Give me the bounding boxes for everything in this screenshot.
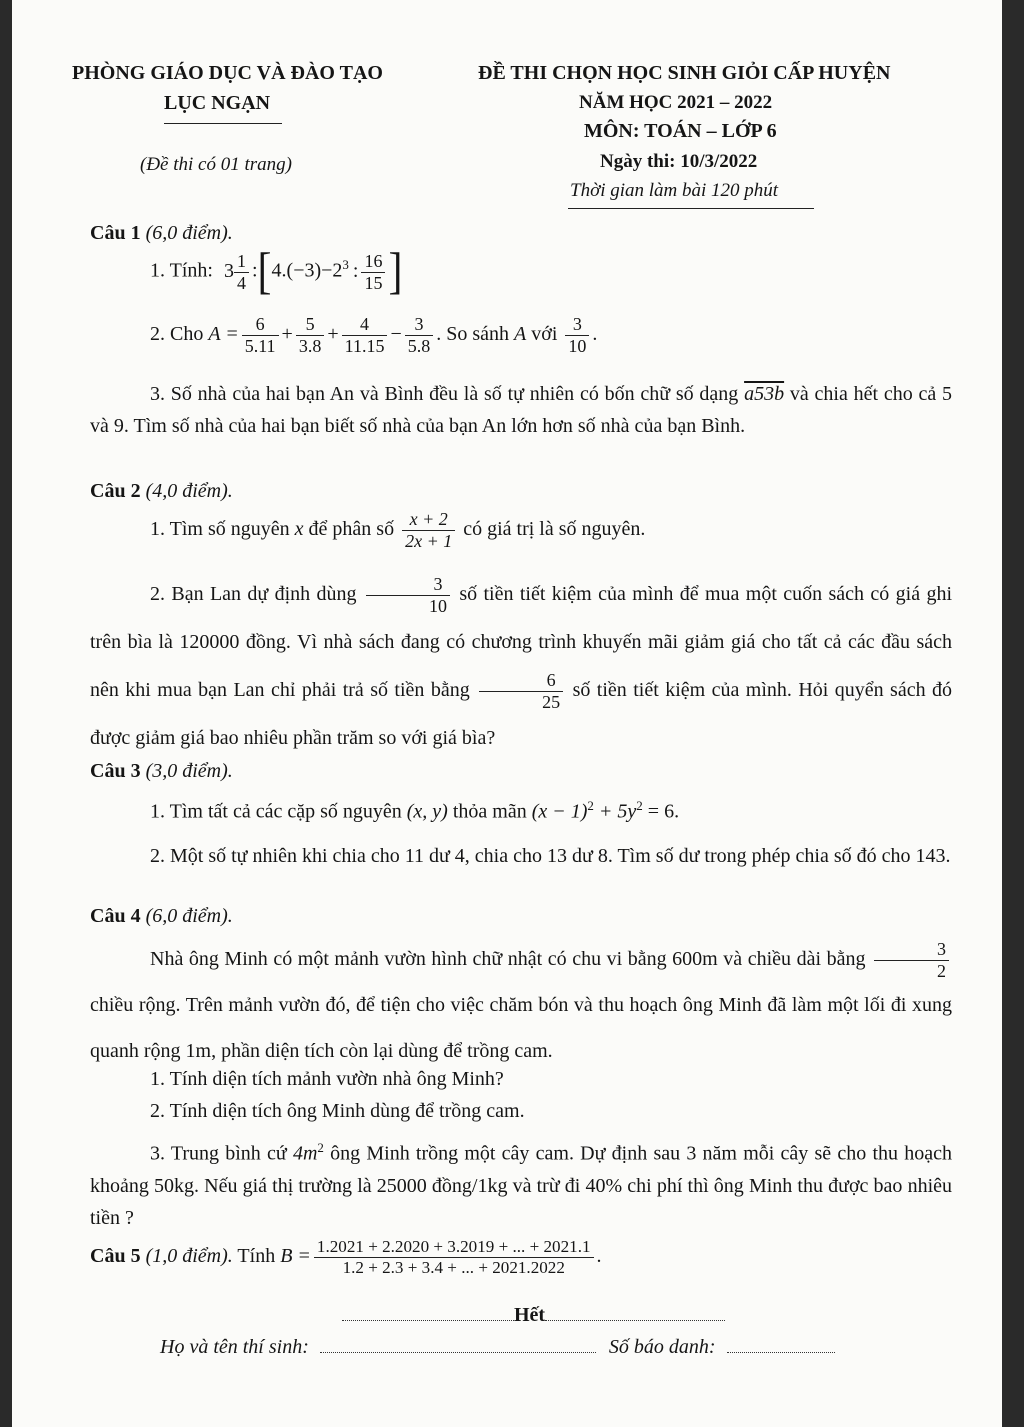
q2-part1: [150, 510, 645, 551]
q3-p1-mid: thỏa mãn: [452, 800, 527, 823]
exam-title: ĐỀ THI CHỌN HỌC SINH GIỎI CẤP HUYỆN: [478, 62, 891, 84]
candidate-name-label: Họ và tên thí sinh:: [160, 1336, 309, 1358]
q1-part1: [150, 244, 403, 300]
q4-heading: [90, 905, 233, 928]
q4-part1: 1. Tính diện tích mảnh vườn nhà ông Minh?: [150, 1068, 504, 1090]
q3-p1-exp2: 2: [636, 798, 643, 813]
q2-p1-var: x: [294, 517, 304, 540]
q4-p3-end: ông Minh trồng một cây cam. Dự định sau 3 năm mỗi cây sẽ cho thu hoạch khoảng 50kg. Nếu giá thị trường là 25000 đồng/1kg và trừ đi 40% chi phí thì ông Minh thu được bao nhiêu tiền ?: [90, 1142, 952, 1229]
exam-paper: [12, 0, 1002, 1427]
q3-p1-eq-b: + 5y: [593, 800, 637, 823]
q3-p1-eq-c: = 6: [642, 800, 675, 823]
q2-p1-end: có giá trị là số nguyên.: [463, 517, 646, 540]
q1-p2-frac2: $\frac{5}{3.8}$: [296, 315, 325, 356]
exam-date: Ngày thi: 10/3/2022: [600, 151, 758, 172]
q1-title: Câu 1: [90, 222, 141, 244]
school-year: NĂM HỌC 2021 – 2022: [579, 92, 773, 113]
q3-p1-end: .: [674, 800, 680, 823]
department-name: PHÒNG GIÁO DỤC VÀ ĐÀO TẠO: [72, 62, 383, 84]
time-allowed: Thời gian làm bài 120 phút: [570, 180, 779, 201]
q2-p1-start: 1. Tìm số nguyên: [150, 517, 290, 540]
candidate-info: [160, 1336, 835, 1359]
candidate-id-label: Số báo danh:: [608, 1336, 716, 1358]
q2-p1-frac: $\frac{x + 2}{2x + 1}$: [402, 510, 455, 551]
q5-end: .: [596, 1245, 602, 1268]
q1-p1-mixed-frac: $\frac{1}{4}$: [234, 252, 249, 293]
q1-p2-frac4: $\frac{3}{5.8}$: [405, 315, 434, 356]
q2-p2-frac2: $\frac{6}{25}$: [479, 671, 563, 712]
q4-intro-end: chiều rộng. Trên mảnh vườn đó, để tiện cho việc chăm bón và thu hoạch ông Minh đã làm một lối đi xung quanh rộng 1m, phần diện tích còn lại dùng để trồng cam.: [90, 994, 952, 1062]
q5-label: Tính: [237, 1245, 276, 1268]
q4-intro-start: Nhà ông Minh có một mảnh vườn hình chữ nhật có chu vi bằng 600m và chiều dài bằng: [150, 948, 866, 970]
subject: MÔN: TOÁN – LỚP 6: [584, 120, 777, 142]
candidate-name-blank: [320, 1346, 596, 1353]
q1-p1-frac: $\frac{16}{15}$: [361, 252, 385, 293]
q1-part3: [90, 378, 952, 442]
q5-numerator: 1.2021 + 2.2020 + 3.2019 + ... + 2021.1: [314, 1238, 594, 1258]
q1-p2-label: 2. Cho: [150, 322, 204, 345]
q2-p2-start: 2. Bạn Lan dự định dùng: [150, 583, 357, 605]
q3-title: Câu 3: [90, 760, 141, 782]
q1-heading: [90, 222, 233, 245]
q1-p2-frac1: $\frac{6}{5.11}$: [242, 315, 279, 356]
end-dots-right: [545, 1314, 725, 1321]
time-underline: [568, 208, 814, 209]
q1-p1-inner: 4.(−3)−2: [271, 259, 343, 282]
end-dots-left: [342, 1314, 514, 1321]
q2-part2: [90, 570, 952, 762]
page-count-note: (Đề thi có 01 trang): [140, 154, 292, 175]
q4-p3-exp: 2: [317, 1140, 324, 1155]
q1-p3-number-pattern: a53b: [744, 383, 785, 405]
q1-part2: 2. Cho A = $\frac{6}{5.11}$ + $\frac{5}{3.8}$ + $\frac{4}{11.15}$ − $\frac{3}{5.8}$ . So sánh A với $\frac{3}{10}$ .: [150, 314, 598, 356]
q3-part2: 2. Một số tự nhiên khi chia cho 11 dư 4, chia cho 13 dư 8. Tìm số dư trong phép chia số đó cho 143.: [150, 845, 951, 867]
district-name: LỤC NGẠN: [164, 92, 271, 114]
end-mark: Hết: [514, 1304, 546, 1326]
q5-title: Câu 5: [90, 1245, 141, 1268]
q3-p1-start: 1. Tìm tất cả các cặp số nguyên: [150, 800, 402, 823]
q1-p1-colon2: :: [352, 259, 359, 282]
q1-p1-label: 1. Tính:: [150, 259, 213, 282]
q1-p1-exp: 3: [342, 256, 349, 272]
q5-lhs: B =: [280, 1245, 311, 1268]
q3-p1-pair: (x, y): [406, 800, 448, 823]
q1-p2-frac3: $\frac{4}{11.15}$: [342, 315, 388, 356]
q4-intro-frac: $\frac{3}{2}$: [874, 940, 949, 981]
q2-p2-mid: số tiền tiết kiệm của mình để mua một cuốn sách có giá ghi trên bìa là 120000 đồng. Vì nhà sách đang có chương trình khuyến mãi giảm giá cho tất cả các đầu sách nên khi mua bạn Lan chỉ phải trả số tiền bằng: [90, 583, 952, 701]
q4-intro: [90, 936, 952, 1074]
q1-p1-bracket-left: [: [257, 244, 272, 300]
q5-fraction: [314, 1238, 594, 1277]
q3-heading: [90, 760, 233, 783]
q3-p1-eq-a: (x − 1): [531, 800, 588, 823]
q1-p3-start: 3. Số nhà của hai bạn An và Bình đều là số tự nhiên có bốn chữ số dạng: [150, 383, 739, 405]
q2-title: Câu 2: [90, 480, 141, 502]
q4-part3: [90, 1132, 952, 1234]
q1-p1-colon: :: [251, 259, 258, 282]
q1-p2-tail: . So sánh: [436, 322, 510, 345]
q3-p1-exp1: 2: [587, 798, 594, 813]
q5: [90, 1238, 602, 1277]
q4-points: (6,0 điểm).: [145, 905, 233, 927]
end-line: [342, 1304, 725, 1327]
q4-title: Câu 4: [90, 905, 141, 927]
q5-denominator: 1.2 + 2.3 + 3.4 + ... + 2021.2022: [342, 1257, 565, 1277]
q2-heading: [90, 480, 233, 503]
q4-p3-area: 4m: [292, 1142, 318, 1165]
q1-p2-compare-frac: $\frac{3}{10}$: [565, 315, 589, 356]
district-underline: [164, 123, 282, 124]
q2-p2-frac1: $\frac{3}{10}$: [366, 575, 450, 616]
q3-part1: [150, 798, 679, 824]
q2-p1-mid: để phân số: [308, 517, 395, 540]
q3-points: (3,0 điểm).: [145, 760, 233, 782]
q2-points: (4,0 điểm).: [145, 480, 233, 502]
q1-p3-end: và chia hết cho cả 5 và 9. Tìm số nhà của hai bạn biết số nhà của bạn An lớn hơn số nhà của bạn Bình.: [90, 383, 953, 437]
q2-p2-end: số tiền tiết kiệm của mình. Hỏi quyển sách đó được giảm giá bao nhiêu phần trăm so với giá bìa?: [90, 679, 953, 749]
q1-p2-var: A: [514, 322, 527, 345]
candidate-id-blank: [727, 1346, 835, 1353]
q4-p3-start: 3. Trung bình cứ: [150, 1142, 287, 1165]
q1-p1-whole: 3: [223, 259, 234, 282]
q4-part2: 2. Tính diện tích ông Minh dùng để trồng cam.: [150, 1100, 525, 1122]
q5-points: (1,0 điểm).: [145, 1245, 233, 1268]
q1-points: (6,0 điểm).: [145, 222, 233, 244]
q1-p2-with: với: [531, 322, 558, 345]
q1-p2-lhs: A =: [208, 322, 239, 345]
q1-p1-bracket-right: ]: [388, 244, 403, 300]
